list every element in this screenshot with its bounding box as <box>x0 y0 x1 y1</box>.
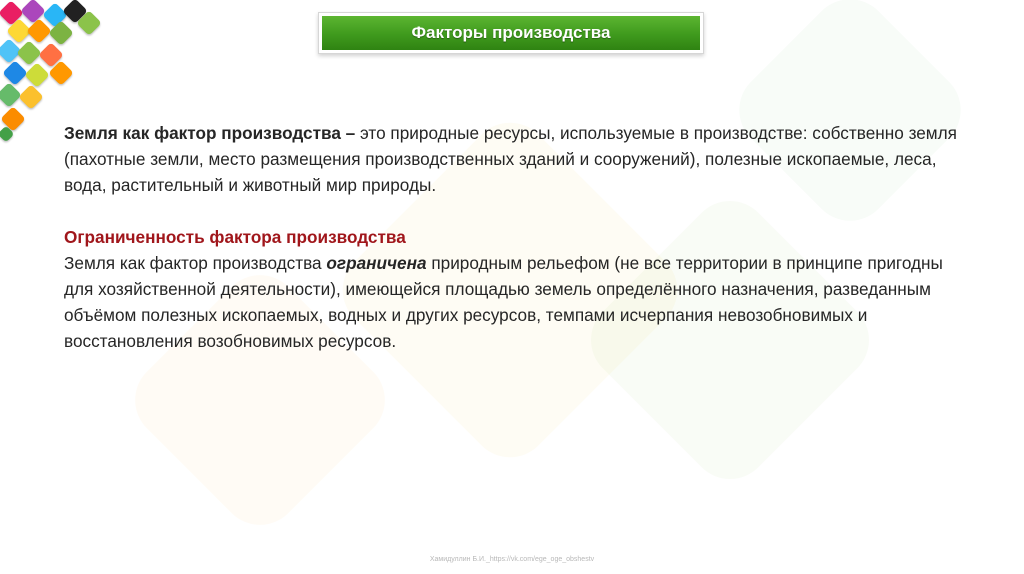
paragraph-limitation <box>64 224 964 354</box>
tile <box>16 40 41 65</box>
tile <box>0 82 22 107</box>
tile <box>2 60 27 85</box>
slide-title-frame <box>318 12 704 54</box>
paragraph-definition <box>64 120 964 198</box>
tile <box>18 84 43 109</box>
limitation-text-start: Земля как фактор производства <box>64 253 327 273</box>
footer-credit: Хамидуллин Б.И._https://vk.com/ege_oge_obshestv <box>429 556 595 563</box>
tile <box>24 62 49 87</box>
tile <box>26 18 51 43</box>
section-heading: Ограниченность фактора производства <box>64 227 406 247</box>
term-label: Земля как фактор производства – <box>64 123 356 143</box>
tile <box>20 0 45 24</box>
limitation-text-end: природным рельефом (не все территории в принципе пригодны для хозяйственной деятельности), имеющейся площадью земель определённого назначения, разведанным объёмом полезных ископаемых, водных и других ресурсов, темпами исчерпания невозобновимых и восстановления возобновимых ресурсов. <box>64 253 943 351</box>
slide-title: Факторы производства <box>322 16 700 50</box>
definition-text: это природные ресурсы, используемые в производстве: собственно земля (пахотные земли, место размещения производственных зданий и сооружений), полезные ископаемые, леса, вода, растительный и животный мир природы. <box>64 123 957 195</box>
emphasis-word: ограничена <box>326 253 427 273</box>
slide-content <box>64 120 964 354</box>
